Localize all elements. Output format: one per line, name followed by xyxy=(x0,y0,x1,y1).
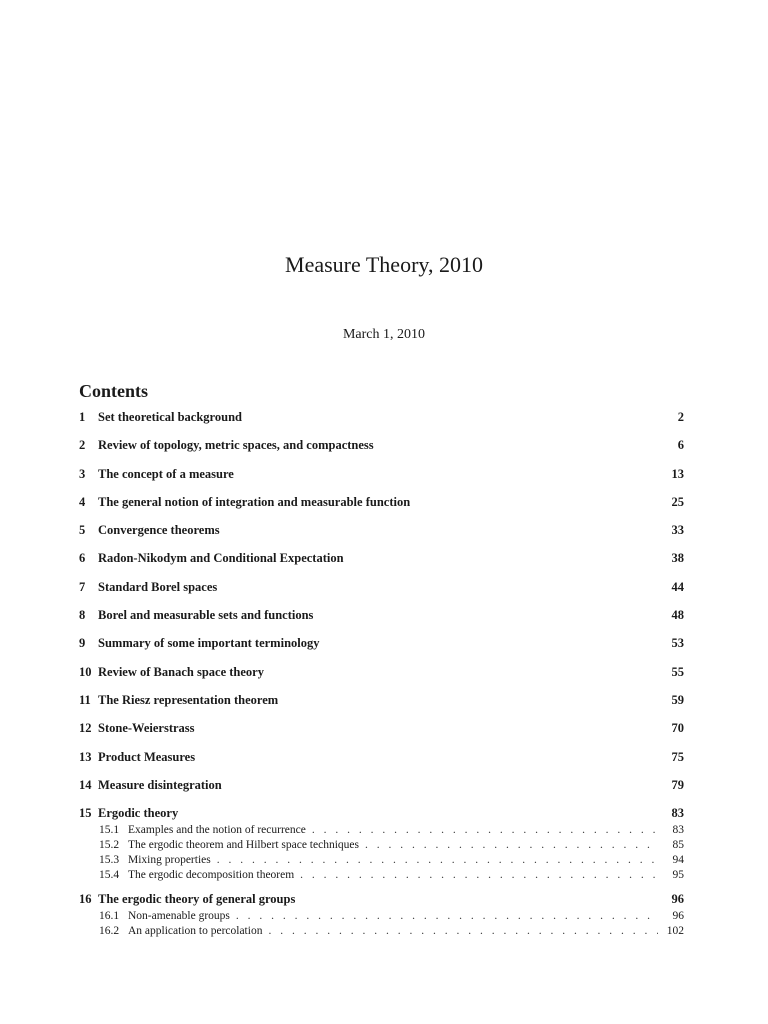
toc-section-number: 6 xyxy=(79,551,86,566)
toc-section-number: 8 xyxy=(79,608,86,623)
toc-section-number: 7 xyxy=(79,579,86,594)
toc-section-number: 9 xyxy=(79,636,86,651)
toc-section-label: Standard Borel spaces xyxy=(98,579,218,594)
toc-section-label: Ergodic theory xyxy=(98,806,179,821)
toc-section-label: Product Measures xyxy=(98,749,196,764)
toc-subsection[interactable] xyxy=(79,854,684,869)
toc-subsection[interactable] xyxy=(79,869,684,884)
toc-section-page: 6 xyxy=(677,438,684,453)
toc-subsection-page: 102 xyxy=(666,925,684,938)
toc-section-page: 83 xyxy=(671,806,684,821)
toc-subsection-number: 16.1 xyxy=(99,910,120,923)
toc-subsection-label: The ergodic decomposition theorem xyxy=(128,869,295,882)
toc-section-group xyxy=(79,806,684,884)
toc-section-label: Review of topology, metric spaces, and compactness xyxy=(98,438,374,453)
toc-section-number: 5 xyxy=(79,523,86,538)
toc-section-label: Radon-Nikodym and Conditional Expectation xyxy=(98,551,344,566)
toc-subsection-label: The ergodic theorem and Hilbert space techniques xyxy=(128,839,359,852)
toc-leader-dots xyxy=(268,925,658,937)
toc-section[interactable] xyxy=(79,438,684,460)
toc-section-number: 15 xyxy=(79,806,92,821)
toc-section-page: 75 xyxy=(671,749,684,764)
toc-section-number: 14 xyxy=(79,777,92,792)
toc-leader-dots xyxy=(217,854,658,866)
toc-subsection-page: 83 xyxy=(672,824,684,837)
toc-subsection-page: 94 xyxy=(672,854,684,867)
toc-section-group xyxy=(79,892,684,940)
toc-section-page: 44 xyxy=(671,579,684,594)
toc-subsection-label: Non-amenable groups xyxy=(128,910,230,923)
toc-section-label: Measure disintegration xyxy=(98,777,222,792)
toc-section[interactable] xyxy=(79,551,684,573)
toc-section-page: 59 xyxy=(671,692,684,707)
toc-section-label: The ergodic theory of general groups xyxy=(98,892,296,907)
toc-section-label: The Riesz representation theorem xyxy=(98,692,279,707)
toc-section-page: 96 xyxy=(671,892,684,907)
toc-section-number: 3 xyxy=(79,466,86,481)
toc-subsection-page: 85 xyxy=(672,839,684,852)
toc-section-number: 1 xyxy=(79,410,86,424)
toc-section[interactable] xyxy=(79,778,684,800)
toc-subsection-page: 95 xyxy=(672,869,684,882)
toc-section-page: 25 xyxy=(671,494,684,509)
toc-section-page: 79 xyxy=(671,777,684,792)
toc-section-label: Convergence theorems xyxy=(98,523,220,538)
toc-leader-dots xyxy=(300,869,658,881)
toc-section-page: 2 xyxy=(677,410,684,424)
toc-section-label: The concept of a measure xyxy=(98,466,234,481)
toc-subsection[interactable] xyxy=(79,910,684,925)
toc-section[interactable] xyxy=(79,580,684,602)
toc-subsection[interactable] xyxy=(79,925,684,940)
toc-subsection-number: 15.1 xyxy=(99,824,120,837)
toc-section-page: 53 xyxy=(671,636,684,651)
toc-subsection-number: 15.2 xyxy=(99,839,120,852)
toc-section[interactable] xyxy=(79,467,684,489)
toc-section-number: 10 xyxy=(79,664,92,679)
toc-section[interactable] xyxy=(79,495,684,517)
document-date: March 1, 2010 xyxy=(342,327,426,342)
toc-leader-dots xyxy=(312,824,658,836)
toc-section-label: Borel and measurable sets and functions xyxy=(98,608,314,623)
contents-heading: Contents xyxy=(79,381,149,401)
toc-section-label: Review of Banach space theory xyxy=(98,664,264,679)
document-title: Measure Theory, 2010 xyxy=(285,252,483,277)
toc-section[interactable] xyxy=(79,523,684,545)
toc-leader-dots xyxy=(236,910,658,922)
toc-subsection[interactable] xyxy=(79,824,684,839)
toc-section-page: 33 xyxy=(671,523,684,538)
toc-section[interactable] xyxy=(79,608,684,630)
toc-subsection-number: 15.4 xyxy=(99,869,120,882)
toc-section-number: 13 xyxy=(79,749,92,764)
table-of-contents xyxy=(79,410,684,948)
toc-subsection-page: 96 xyxy=(672,910,684,923)
toc-section-page: 70 xyxy=(671,721,684,736)
toc-section-page: 55 xyxy=(671,664,684,679)
toc-section-page: 13 xyxy=(671,466,684,481)
toc-section-number: 4 xyxy=(79,494,86,509)
toc-section[interactable] xyxy=(79,410,684,432)
toc-section-number: 11 xyxy=(79,692,91,707)
toc-section-label: The general notion of integration and measurable function xyxy=(98,494,411,509)
toc-section[interactable] xyxy=(79,636,684,658)
toc-section[interactable] xyxy=(79,665,684,687)
toc-section[interactable] xyxy=(79,892,684,910)
toc-section-label: Stone-Weierstrass xyxy=(98,721,195,736)
toc-subsection[interactable] xyxy=(79,839,684,854)
toc-section-label: Summary of some important terminology xyxy=(98,636,320,651)
toc-section-page: 48 xyxy=(671,608,684,623)
toc-section-label: Set theoretical background xyxy=(98,410,242,424)
toc-subsection-number: 15.3 xyxy=(99,854,120,867)
toc-subsection-label: Examples and the notion of recurrence xyxy=(128,824,306,837)
toc-subsection-label: An application to percolation xyxy=(128,925,263,938)
toc-section-number: 2 xyxy=(79,438,86,453)
toc-section[interactable] xyxy=(79,750,684,772)
toc-section-page: 38 xyxy=(671,551,684,566)
toc-section-number: 12 xyxy=(79,721,92,736)
toc-section[interactable] xyxy=(79,721,684,743)
toc-subsection-label: Mixing properties xyxy=(128,854,211,867)
toc-subsection-number: 16.2 xyxy=(99,925,120,938)
toc-section-number: 16 xyxy=(79,892,92,907)
toc-section[interactable] xyxy=(79,693,684,715)
toc-section[interactable] xyxy=(79,806,684,824)
toc-leader-dots xyxy=(365,839,658,851)
